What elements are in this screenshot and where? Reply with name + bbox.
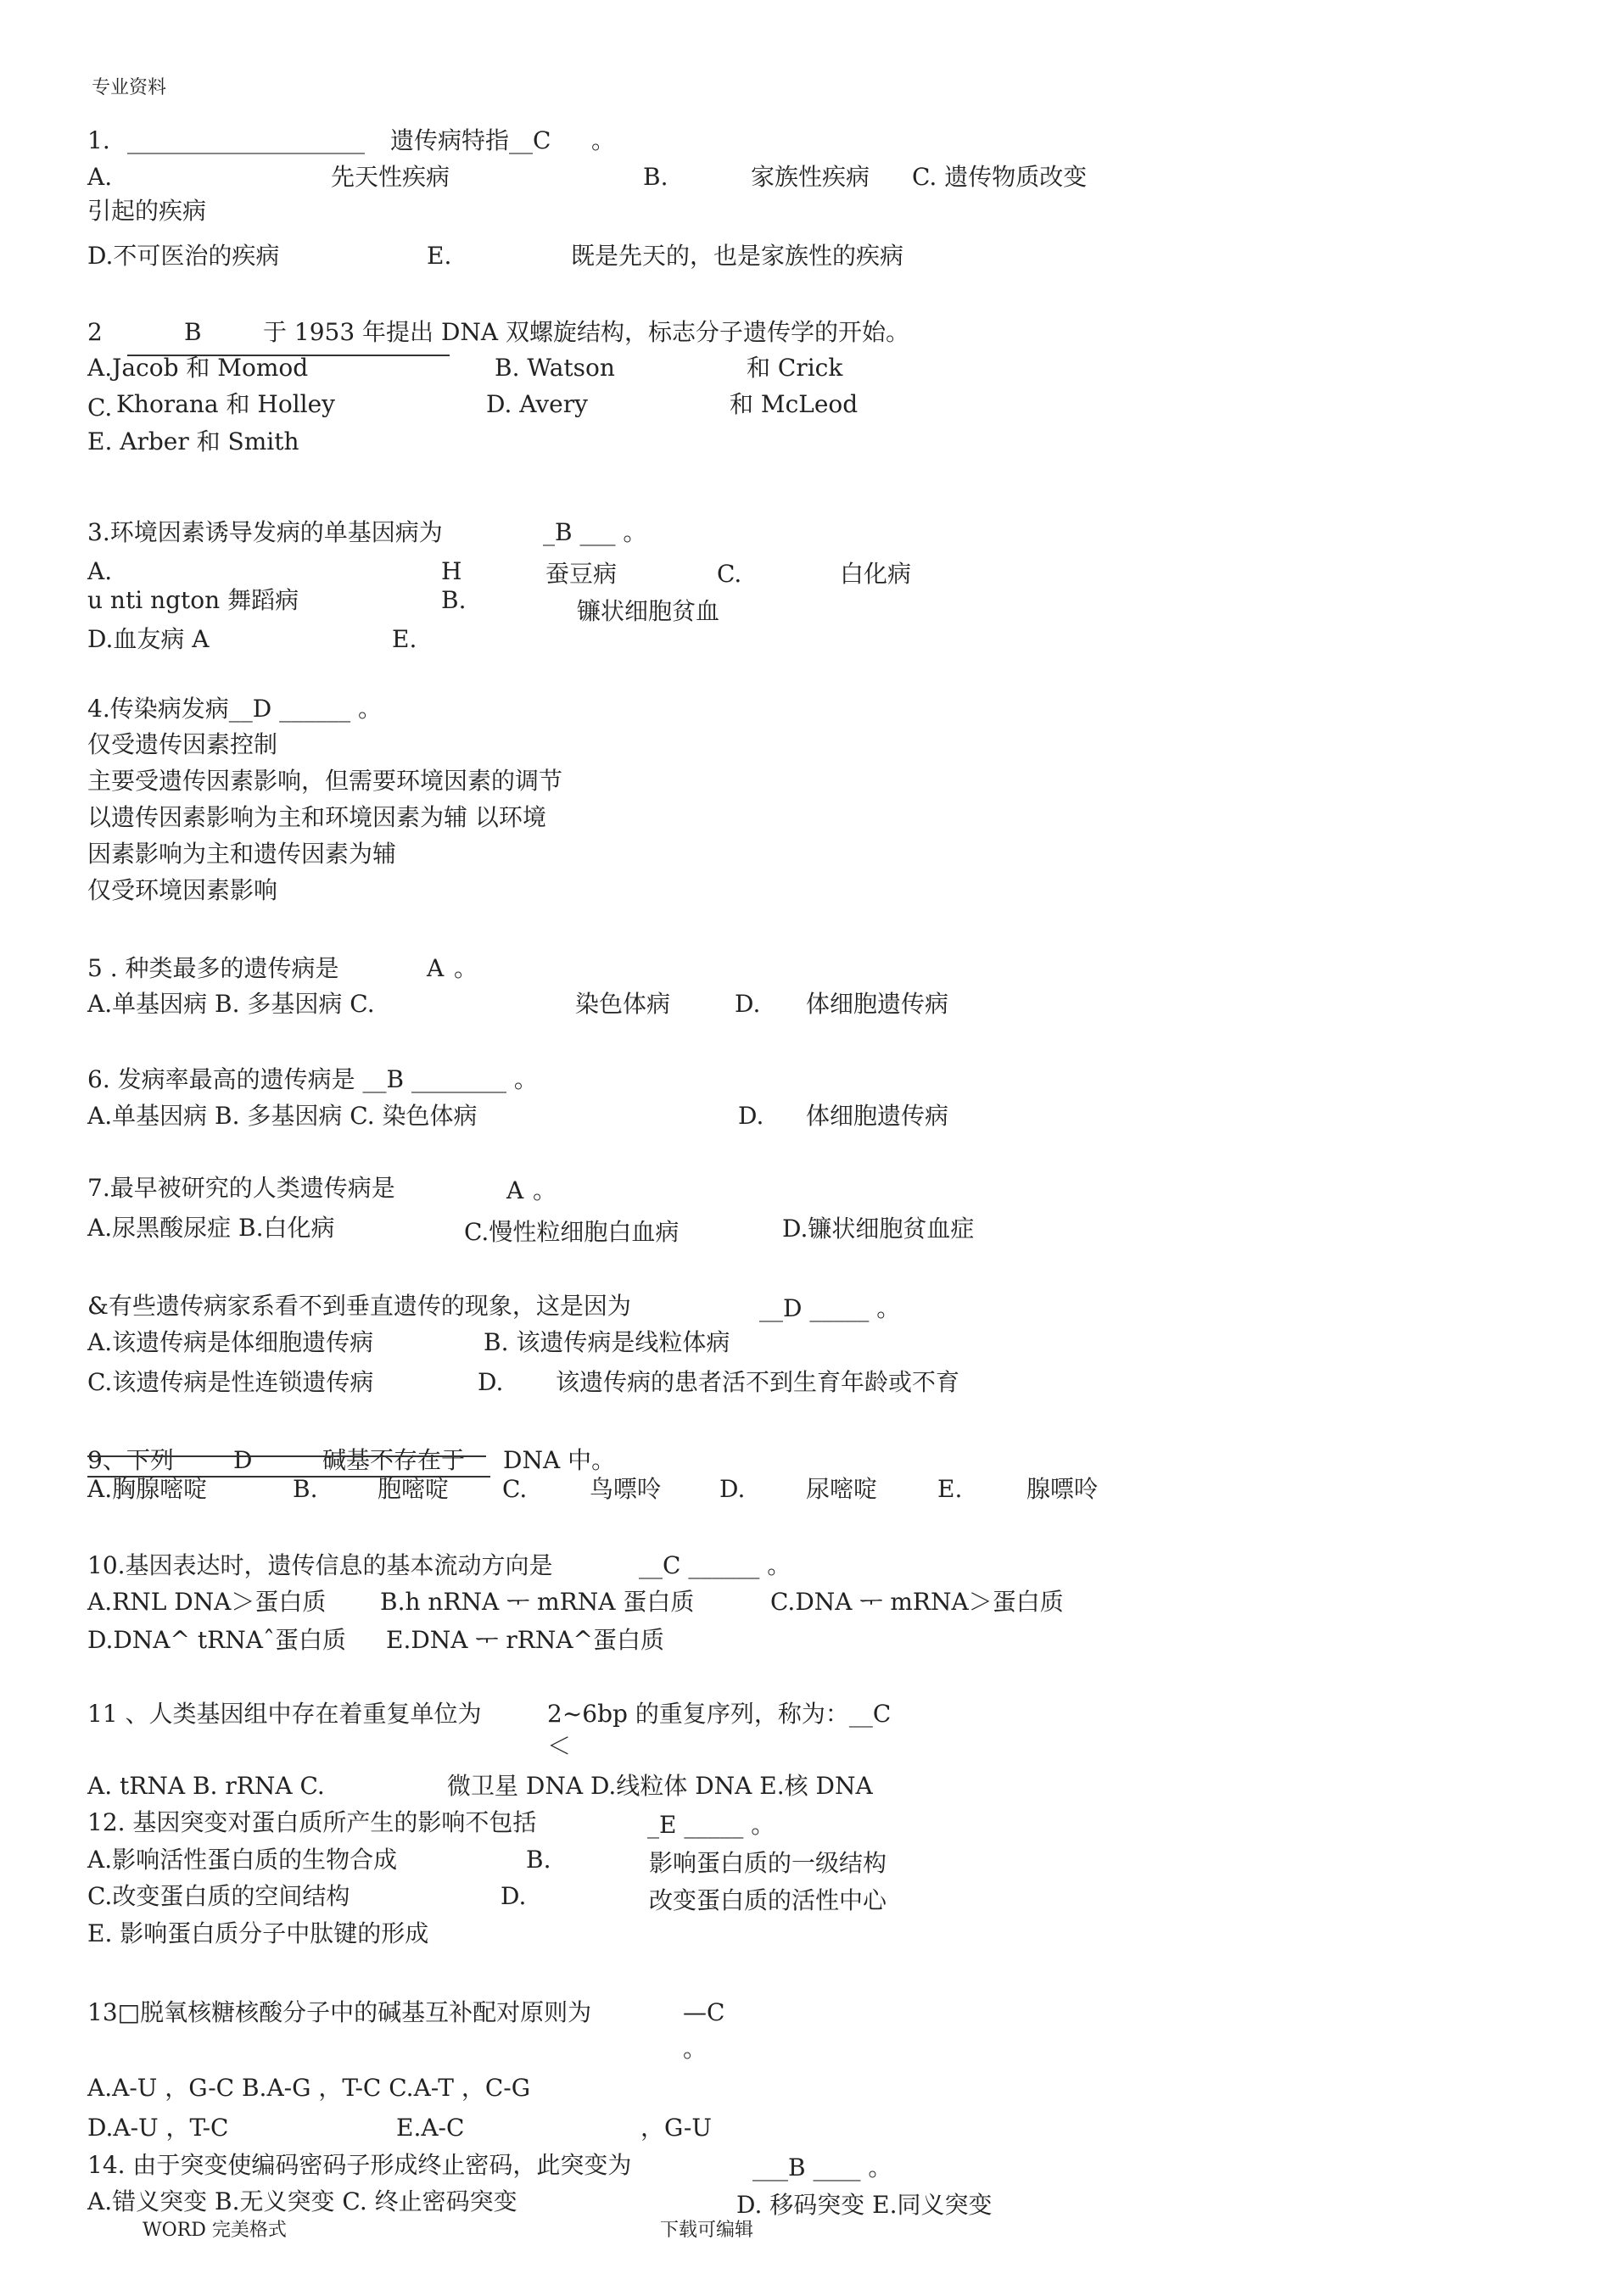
q7-option-c: C.慢性粒细胞白血病 xyxy=(464,1218,680,1246)
q5-answer: A xyxy=(427,954,445,982)
q6-option-d-label: D. xyxy=(738,1102,764,1130)
q9-stem-part-1: 9、下列 xyxy=(87,1446,174,1474)
q1-number: 1. xyxy=(87,126,110,154)
q9-stem-part-2: 碱基不存在于 xyxy=(322,1446,466,1474)
q9-option-b: 胞嘧啶 xyxy=(378,1475,450,1503)
q9-option-e-label: E. xyxy=(937,1475,963,1503)
q3-option-e-label: E. xyxy=(392,625,417,653)
q2-option-b: B. Watson xyxy=(495,354,615,382)
q13-options-abc: A.A-U ，G-C B.A-G ，T-C C.A-T ，C-G xyxy=(87,2074,531,2102)
q11-options-abc: A. tRNA B. rRNA C. xyxy=(87,1772,325,1800)
footer-left: WORD 完美格式 xyxy=(143,2220,287,2241)
q12-option-a: A.影响活性蛋白质的生物合成 xyxy=(87,1846,398,1874)
q1-stem: 遗传病特指__C xyxy=(390,126,551,154)
q5-option-d: 体细胞遗传病 xyxy=(806,990,949,1018)
page-header: 专业资料 xyxy=(92,77,167,98)
q12-option-b: 影响蛋白质的一级结构 xyxy=(649,1849,887,1877)
q1-option-c-continued: 引起的疾病 xyxy=(87,197,207,225)
q12-option-d: 改变蛋白质的活性中心 xyxy=(649,1886,887,1914)
q12-option-c: C.改变蛋白质的空间结构 xyxy=(87,1882,350,1910)
q2-option-a: A.Jacob 和 Momod xyxy=(87,354,309,382)
q2-option-c: Khorana 和 Holley xyxy=(116,390,335,418)
q7-end: 。 xyxy=(533,1176,557,1204)
q9-option-c-label: C. xyxy=(502,1475,528,1503)
q3-option-a-h: H xyxy=(441,557,462,585)
q3-option-a-label: A. xyxy=(87,557,113,585)
q9-option-a: A.胸腺嘧啶 xyxy=(87,1475,208,1503)
q1-end: 。 xyxy=(591,126,616,154)
q4-line-3: 以遗传因素影响为主和环境因素为辅 以环境 xyxy=(87,803,546,831)
q2-number: 2 xyxy=(87,318,103,346)
q10-answer: __C ______ 。 xyxy=(639,1551,791,1579)
q14-answer: ___B ____ 。 xyxy=(752,2154,892,2181)
q9-stem-part-3: DNA 中。 xyxy=(503,1446,616,1474)
q8-option-d-label: D. xyxy=(478,1368,504,1396)
q2-option-b-and: 和 Crick xyxy=(747,354,843,382)
q11-options-rest: 微卫星 DNA D.线粒体 DNA E.核 DNA xyxy=(447,1772,873,1800)
q13-stem: 13□脱氧核糖核酸分子中的碱基互补配对原则为 xyxy=(87,1998,592,2026)
q3-option-a-continued: u nti ngton 舞蹈病 xyxy=(87,586,299,614)
q3-stem: 3.环境因素诱导发病的单基因病为 xyxy=(87,518,443,546)
q3-answer: _B ___ 。 xyxy=(543,518,647,546)
q2-stem: 于 1953 年提出 DNA 双螺旋结构，标志分子遗传学的开始。 xyxy=(263,318,910,346)
q1-option-d: D.不可医治的疾病 xyxy=(87,242,280,270)
q3-option-b-label: B. xyxy=(441,586,467,614)
q13-option-d: D.A-U ，T-C xyxy=(87,2114,229,2142)
q2-answer: B xyxy=(184,318,202,346)
q5-end: 。 xyxy=(454,954,478,982)
q3-option-sickle: 镰状细胞贫血 xyxy=(577,597,720,625)
q8-stem: &有些遗传病家系看不到垂直遗传的现象，这是因为 xyxy=(87,1292,631,1320)
q1-option-b-label: B. xyxy=(643,163,668,191)
q13-option-e-continued: ，G-U xyxy=(640,2114,712,2142)
q5-stem: 5 . 种类最多的遗传病是 xyxy=(87,954,339,982)
q8-option-a: A.该遗传病是体细胞遗传病 xyxy=(87,1328,374,1356)
q7-option-d: D.镰状细胞贫血症 xyxy=(782,1215,975,1243)
q12-stem: 12. 基因突变对蛋白质所产生的影响不包括 xyxy=(87,1808,537,1836)
q12-option-d-label: D. xyxy=(501,1882,527,1910)
q3-option-c: 白化病 xyxy=(840,560,912,588)
q5-option-d-label: D. xyxy=(735,990,761,1018)
q9-option-d: 尿嘧啶 xyxy=(806,1475,878,1503)
q6-stem: 6. 发病率最高的遗传病是 __B ________ 。 xyxy=(87,1065,538,1093)
q8-option-b: B. 该遗传病是线粒体病 xyxy=(484,1328,730,1356)
q2-option-d: D. Avery xyxy=(486,390,588,418)
q6-option-d: 体细胞遗传病 xyxy=(806,1102,949,1130)
q11-stem: 11 、人类基因组中存在着重复单位为 xyxy=(87,1700,482,1728)
q12-answer: _E _____ 。 xyxy=(647,1811,775,1839)
q7-stem: 7.最早被研究的人类遗传病是 xyxy=(87,1174,395,1202)
q9-option-c: 鸟嘌呤 xyxy=(590,1475,662,1503)
q14-options-de: D. 移码突变 E.同义突变 xyxy=(736,2191,993,2219)
q8-option-d: 该遗传病的患者活不到生育年龄或不育 xyxy=(556,1368,960,1396)
q10-option-b: B.h nRNA ᅮ mRNA 蛋白质 xyxy=(380,1588,695,1616)
q1-option-e-label: E. xyxy=(427,242,452,270)
q1-option-a: 先天性疾病 xyxy=(331,163,450,191)
q9-strike-line xyxy=(87,1455,486,1457)
q11-less-than: ＜ xyxy=(547,1732,572,1760)
q4-stem: 4.传染病发病__D ______ 。 xyxy=(87,695,382,723)
q10-option-e: E.DNA ᅮ rRNA^蛋白质 xyxy=(386,1626,665,1654)
q10-option-d: D.DNA^ tRNAˆ蛋白质 xyxy=(87,1626,346,1654)
q10-option-c: C.DNA ᅮ mRNA＞蛋白质 xyxy=(770,1588,1064,1616)
q1-blank: ____________________ xyxy=(127,126,365,154)
q1-option-a-label: A. xyxy=(87,163,113,191)
q12-option-e: E. 影响蛋白质分子中肽键的形成 xyxy=(87,1919,429,1947)
q2-option-c-label: C. xyxy=(87,394,113,422)
q2-option-e: E. Arber 和 Smith xyxy=(87,427,299,455)
footer-right: 下载可编辑 xyxy=(660,2220,754,2241)
q13-option-e: E.A-C xyxy=(396,2114,465,2142)
q7-options-ab: A.尿黑酸尿症 B.白化病 xyxy=(87,1214,335,1242)
q10-option-a: A.RNL DNA＞蛋白质 xyxy=(87,1588,327,1616)
q9-option-b-label: B. xyxy=(293,1475,318,1503)
q9-option-e: 腺嘌呤 xyxy=(1026,1475,1099,1503)
q9-answer: D xyxy=(233,1446,253,1474)
q8-answer: __D _____ 。 xyxy=(759,1294,901,1322)
q4-line-1: 仅受遗传因素控制 xyxy=(87,730,278,758)
q11-range: 2~6bp 的重复序列，称为：__C xyxy=(547,1700,892,1728)
q8-option-c: C.该遗传病是性连锁遗传病 xyxy=(87,1368,374,1396)
q3-option-d: D.血友病 A xyxy=(87,625,210,653)
q4-line-4: 因素影响为主和遗传因素为辅 xyxy=(87,840,397,868)
q9-option-d-label: D. xyxy=(719,1475,746,1503)
q1-option-e: 既是先天的，也是家族性的疾病 xyxy=(571,242,904,270)
q4-line-5: 仅受环境因素影响 xyxy=(87,876,278,904)
q1-option-c: C. 遗传物质改变 xyxy=(912,163,1088,191)
q3-option-candou: 蚕豆病 xyxy=(545,560,618,588)
q3-option-c-label: C. xyxy=(717,560,742,588)
q14-stem: 14. 由于突变使编码密码子形成终止密码，此突变为 xyxy=(87,2151,632,2179)
q4-line-2: 主要受遗传因素影响，但需要环境因素的调节 xyxy=(87,767,563,795)
q2-option-d-and: 和 McLeod xyxy=(730,390,859,418)
q12-option-b-label: B. xyxy=(526,1846,551,1874)
q6-options-abc: A.单基因病 B. 多基因病 C. 染色体病 xyxy=(87,1102,478,1130)
q14-options-abc: A.错义突变 B.无义突变 C. 终止密码突变 xyxy=(87,2187,517,2215)
q10-stem: 10.基因表达时，遗传信息的基本流动方向是 xyxy=(87,1551,553,1579)
q7-answer: A xyxy=(506,1176,524,1204)
q1-option-b: 家族性疾病 xyxy=(751,163,870,191)
q5-options-ab: A.单基因病 B. 多基因病 C. xyxy=(87,990,375,1018)
q5-option-c: 染色体病 xyxy=(575,990,671,1018)
q13-end: 。 xyxy=(683,2035,708,2063)
q13-answer: —C xyxy=(683,1998,725,2026)
